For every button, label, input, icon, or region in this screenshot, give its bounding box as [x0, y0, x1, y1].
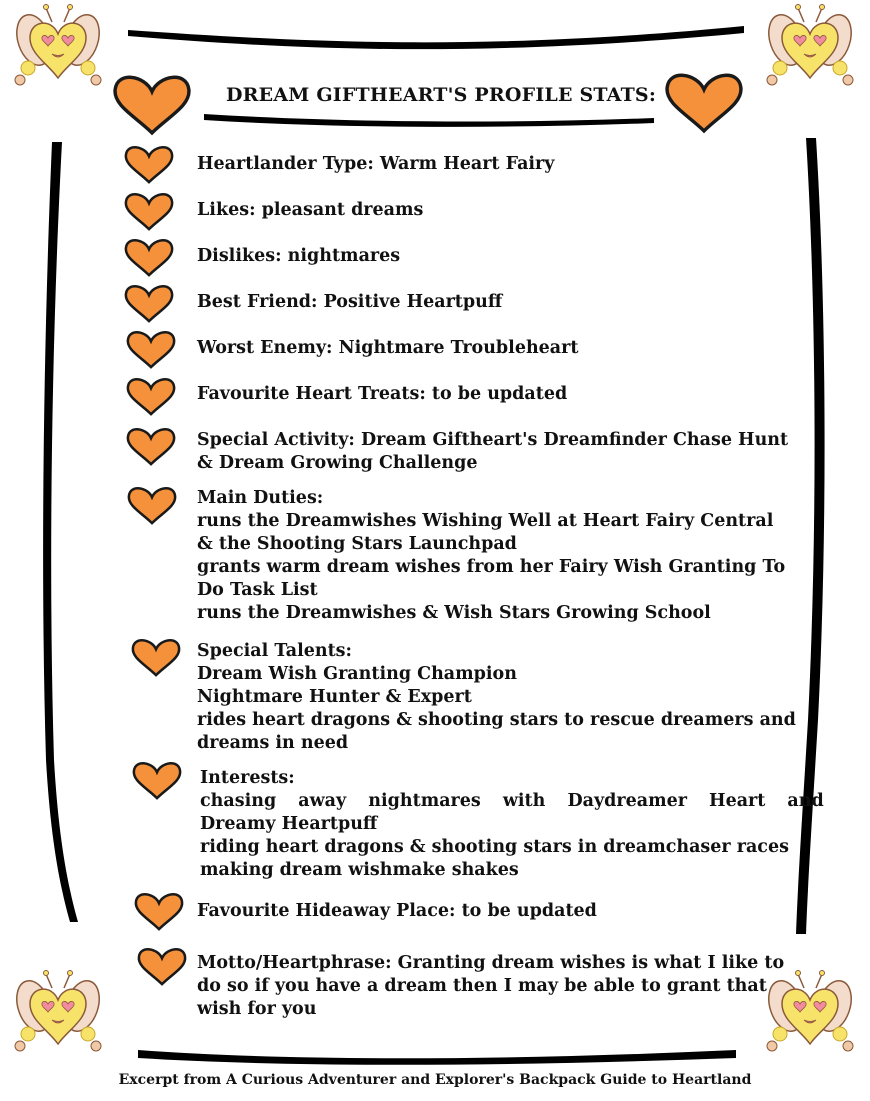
entry-line: rides heart dragons & shooting stars to rescue dreamers and	[197, 710, 796, 730]
entry-special-activity	[197, 429, 788, 475]
footer-caption: Excerpt from A Curious Adventurer and Explorer's Backpack Guide to Heartland	[118, 1072, 752, 1088]
entry-line: riding heart dragons & shooting stars in dreamchaser races	[200, 837, 789, 857]
entry-line: runs the Dreamwishes Wishing Well at Heart Fairy Central	[197, 511, 774, 531]
entry-worst-enemy: Worst Enemy: Nightmare Troubleheart	[197, 338, 579, 358]
entry-dislikes: Dislikes: nightmares	[197, 246, 401, 266]
entry-line: grants warm dream wishes from her Fairy Wish Granting To	[197, 557, 786, 577]
entry-best-friend: Best Friend: Positive Heartpuff	[197, 292, 503, 312]
entry-favourite-treats: Favourite Heart Treats: to be updated	[197, 384, 568, 404]
entry-line: Special Activity: Dream Giftheart's Dreamfinder Chase Hunt	[197, 430, 789, 450]
entry-line: runs the Dreamwishes & Wish Stars Growing School	[197, 603, 711, 623]
entry-motto	[197, 952, 784, 1021]
entry-line-text: chasing away nightmares with Daydreamer Heart and	[200, 791, 824, 811]
entry-line: Dream Wish Granting Champion	[197, 664, 517, 684]
entry-line: do so if you have a dream then I may be able to grant that	[197, 976, 767, 996]
entry-heartlander-type: Heartlander Type: Warm Heart Fairy	[197, 154, 555, 174]
entry-line: Do Task List	[197, 580, 318, 600]
entry-line: & Dream Growing Challenge	[197, 453, 478, 473]
entry-line: Nightmare Hunter & Expert	[197, 687, 472, 707]
entry-favourite-hideaway: Favourite Hideaway Place: to be updated	[197, 901, 597, 921]
entry-line: dreams in need	[197, 733, 349, 753]
entry-interests	[200, 767, 824, 882]
entry-line: & the Shooting Stars Launchpad	[197, 534, 517, 554]
entry-main-duties	[197, 487, 785, 625]
entry-line: wish for you	[197, 999, 317, 1019]
entry-heading: Main Duties:	[197, 488, 324, 508]
entry-special-talents	[197, 640, 796, 755]
entry-heading: Interests:	[200, 768, 295, 788]
entry-line: making dream wishmake shakes	[200, 860, 519, 880]
entry-line: Motto/Heartphrase: Granting dream wishes is what I like to	[197, 953, 785, 973]
entry-line	[200, 790, 824, 813]
page-title: DREAM GIFTHEART'S PROFILE STATS:	[226, 84, 657, 106]
entry-likes: Likes: pleasant dreams	[197, 200, 424, 220]
entry-heading: Special Talents:	[197, 641, 352, 661]
entry-line: Dreamy Heartpuff	[200, 814, 378, 834]
